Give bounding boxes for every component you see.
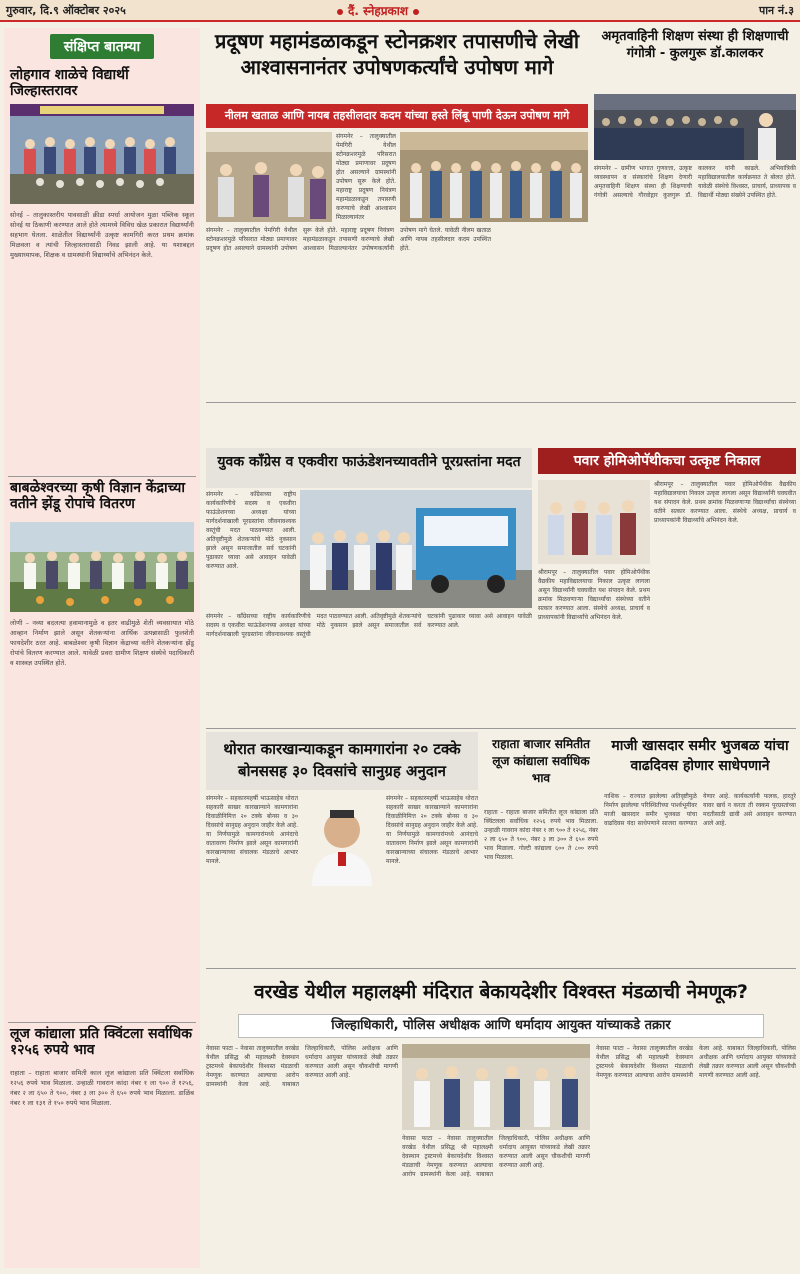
temple-photo: [402, 1044, 590, 1130]
pollution-text-body: संगमनेर – तालुक्यातील पेमगिरी येथील स्टोनक्रशरमुळे परिसरात मोठ्या प्रमाणावर प्रदूषण होत असल्याने ग्रामस्थांनी उपोषण सुरू केले होते. महाराष्ट्र प्रदूषण नियंत्रण महामंडळाकडून तपासणी करण्याचे लेखी आश्वासन मिळाल्यानंतर उपोषणकर्त्यांनी उपोषण मागे घेतले. यावेळी नीलम खताळ आणि नायब तहसीलदार कदम उपस्थित होते.: [206, 227, 491, 252]
divider: [206, 968, 796, 969]
pollution-story-header: [206, 28, 588, 102]
masthead: [0, 0, 800, 22]
story-onion-text: राहाता – राहाता बाजार समिती काल लूज कांद्याला प्रति क्विंटला सर्वाधिक १२५६ रुपये भाव मिळाला. उन्हाळी गावरान कांदा नंबर १ ला ९०० ते १२५६, नंबर २ ला ६५० ते ९००, नंबर ३ ला ३०० ते ६५० रुपये भाव मिळाला. डाळिंब नंबर १ ला १३१ ते १५० रुपये भाव मिळाला.: [10, 1069, 194, 1107]
amrut-story-header: [594, 28, 796, 98]
youth-story-header: [206, 448, 532, 488]
amrut-text: संगमनेर – ग्रामीण भागात गुणवत्ता, उत्कृष्ट व्यवस्थापन व संस्कारांचे शिक्षण देणारी अमृतवाहिनी शिक्षण संस्था ही शिक्षणाची गंगोत्री असल्याचे गौरवोद्गार कुलगुरू डॉ. कालकर यांनी काढले. अभियांत्रिकी महाविद्यालयातील कार्यक्रमात ते बोलत होते. यावेळी संस्थेचे विश्वस्त, प्राचार्य, प्राध्यापक व विद्यार्थी मोठ्या संख्येने उपस्थित होते.: [594, 165, 796, 199]
brief-news-tag: संक्षिप्त बातम्या: [50, 34, 154, 59]
varkhed-text-right: नेवासा फाटा – नेवासा तालुक्यातील वरखेड येथील प्रसिद्ध श्री महालक्ष्मी देवस्थान ट्रस्टमध्ये बेकायदेशीर विश्वस्त मंडळाची नेमणूक करण्यात आल्याचा आरोप ग्रामस्थांनी केला आहे. याबाबत जिल्हाधिकारी, पोलिस अधीक्षक आणि धर्मादाय आयुक्त यांच्याकडे लेखी तक्रार करण्यात आली असून चौकशीची मागणी करण्यात आली आहे.: [596, 1045, 796, 1079]
thorat-text-col1: संगमनेर – सहकारमहर्षी भाऊसाहेब थोरात सहकारी साखर कारखान्याने कामगारांना दिवाळीनिमित्त २० टक्के बोनस व ३० दिवसांचे सानुग्रह अनुदान जाहीर केले आहे. या निर्णयामुळे कामगारांमध्ये आनंदाचे वातावरण निर्माण झाले असून कामगारांनी कारखान्याच्या संचालक मंडळाचे आभार मानले.: [206, 795, 298, 865]
youth-text-col1: संगमनेर – काँग्रेसच्या राष्ट्रीय कार्यकारिणीचे सदस्य व एकवीरा फाऊंडेशनच्या अध्यक्षा यांच्या मार्गदर्शनाखाली पूरग्रस्तांना जीवनावश्यक वस्तूंची मदत पाठवण्यात आली. अतिवृष्टीमुळे शेतकऱ्यांचे मोठे नुकसान झाले असून समाजातील सर्व घटकांनी पुढाकार घ्यावा असे आवाहन यावेळी करण्यात आले.: [206, 491, 296, 570]
pawar-story-header: [538, 448, 796, 474]
varkhed-story-header: [206, 972, 796, 1012]
farmers-photo: [10, 522, 194, 612]
thorat-text-col2: संगमनेर – सहकारमहर्षी भाऊसाहेब थोरात सहकारी साखर कारखान्याने कामगारांना दिवाळीनिमित्त २० टक्के बोनस व ३० दिवसांचे सानुग्रह अनुदान जाहीर केले आहे. या निर्णयामुळे कामगारांमध्ये आनंदाचे वातावरण निर्माण झाले असून कामगारांनी कारखान्याच्या संचालक मंडळाचे आभार मानले.: [386, 795, 478, 865]
varkhed-subheadline-box: [238, 1014, 764, 1038]
pawar-text-col1: श्रीरामपूर – तालुक्यातील पवार होमिओपॅथीक वैद्यकीय महाविद्यालयाचा निकाल उत्कृष्ट लागला असून विद्यार्थ्यांनी घवघवीत यश संपादन केले. प्रथम क्रमांक मिळवणाऱ्या विद्यार्थ्यांचा संस्थेच्या वतीने सत्कार करण्यात आला. संस्थेचे अध्यक्ष, प्राचार्य व प्राध्यापकांनी विद्यार्थ्यांचे अभिनंदन केले.: [538, 569, 650, 621]
paper-name: [332, 2, 424, 19]
students-photo: [10, 104, 194, 204]
varkhed-text-left: नेवासा फाटा – नेवासा तालुक्यातील वरखेड येथील प्रसिद्ध श्री महालक्ष्मी देवस्थान ट्रस्टमध्ये बेकायदेशीर विश्वस्त मंडळाची नेमणूक करण्यात आल्याचा आरोप ग्रामस्थांनी केला आहे. याबाबत जिल्हाधिकारी, पोलिस अधीक्षक आणि धर्मादाय आयुक्त यांच्याकडे लेखी तक्रार करण्यात आली असून चौकशीची मागणी करण्यात आली आहे.: [206, 1045, 398, 1088]
pollution-headline: प्रदूषण महामंडळाकडून स्टोनक्रशर तपासणीचे लेखी आश्वासनानंतर उपोषणकर्त्यांचे उपोषण मागे: [214, 29, 579, 79]
divider: [206, 402, 796, 403]
paper-name-text: दैं. स्नेहप्रकाश: [348, 4, 409, 18]
pawar-text-col2: श्रीरामपूर – तालुक्यातील पवार होमिओपॅथीक वैद्यकीय महाविद्यालयाचा निकाल उत्कृष्ट लागला असून विद्यार्थ्यांनी घवघवीत यश संपादन केले. प्रथम क्रमांक मिळवणाऱ्या विद्यार्थ्यांचा संस्थेच्या वतीने सत्कार करण्यात आला. संस्थेचे अध्यक्ष, प्राचार्य व प्राध्यापकांनी विद्यार्थ्यांचे अभिनंदन केले.: [654, 481, 796, 524]
story-onion-headline: लूज कांद्याला प्रति क्विंटला सर्वाधिक १२५६ रुपये भाव: [10, 1026, 192, 1059]
left-column: [4, 28, 200, 1268]
pollution-text-col1: संगमनेर – तालुक्यातील पेमगिरी येथील स्टोनक्रशरमुळे परिसरात मोठ्या प्रमाणावर प्रदूषण होत असल्याने ग्रामस्थांनी उपोषण सुरू केले होते. महाराष्ट्र प्रदूषण नियंत्रण महामंडळाकडून तपासणी करण्याचे लेखी आश्वासन मिळाल्यानंतर: [336, 133, 396, 221]
dot-icon: [337, 9, 343, 15]
page-number: पान नं.३: [758, 4, 794, 17]
youth-headline: युवक काँग्रेस व एकवीरा फाऊंडेशनच्यावतीने पूरग्रस्तांना मदत: [217, 454, 521, 470]
relief-truck-photo: [300, 490, 532, 608]
pawar-photo: [538, 480, 650, 564]
thorat-portrait: [302, 800, 382, 886]
story-lohgaon-text: सोनई – तालुकास्तरीय पावसाळी क्रीडा स्पर्धा आयोजन मुळा पब्लिक स्कूल सोनई या ठिकाणी करण्यात आले होते त्यामध्ये विविध खेळ प्रकारात विद्यार्थ्यांनी सहभाग घेतला. शाळेतील विद्यार्थ्यांनी उत्कृष्ट कामगिरी करत प्रथम क्रमांक मिळवला व त्यांची जिल्हास्तरासाठी निवड झाली आहे. या यशाबद्दल मुख्याध्यापक, शिक्षक व ग्रामस्थांनी विद्यार्थ्यांचे अभिनंदन केले.: [10, 211, 194, 259]
varkhed-headline: वरखेड येथील महालक्ष्मी मंदिरात बेकायदेशीर विश्वस्त मंडळाची नेमणूक?: [254, 981, 748, 1003]
dot-icon: [413, 9, 419, 15]
pawar-headline: पवार होमिओपॅथीकचा उत्कृष्ट निकाल: [573, 453, 761, 469]
varkhed-text-mid: नेवासा फाटा – नेवासा तालुक्यातील वरखेड येथील प्रसिद्ध श्री महालक्ष्मी देवस्थान ट्रस्टमध्ये बेकायदेशीर विश्वस्त मंडळाची नेमणूक करण्यात आल्याचा आरोप ग्रामस्थांनी केला आहे. याबाबत जिल्हाधिकारी, पोलिस अधीक्षक आणि धर्मादाय आयुक्त यांच्याकडे लेखी तक्रार करण्यात आली असून चौकशीची मागणी करण्यात आली आहे.: [402, 1135, 590, 1178]
bhujbal-headline: माजी खासदार समीर भुजबळ यांचा वाढदिवस होणार साधेपणाने: [611, 738, 789, 774]
varkhed-subheadline: जिल्हाधिकारी, पोलिस अधीक्षक आणि धर्मादाय आयुक्त यांच्याकडे तक्रार: [331, 1018, 671, 1033]
bhujbal-story-header: [604, 732, 796, 788]
thorat-story-header: [206, 732, 478, 790]
divider: [8, 476, 196, 477]
thorat-headline: थोरात कारखान्याकडून कामगारांना २० टक्के बोनससह ३० दिवसांचे सानुग्रह अनुदान: [223, 740, 461, 780]
story-lohgaon-headline: लोहगाव शाळेचे विद्यार्थी जिल्हास्तरावर: [10, 67, 129, 100]
divider: [206, 728, 796, 729]
youth-text-body: संगमनेर – काँग्रेसच्या राष्ट्रीय कार्यकारिणीचे सदस्य व एकवीरा फाऊंडेशनच्या अध्यक्षा यांच्या मार्गदर्शनाखाली पूरग्रस्तांना जीवनावश्यक वस्तूंची मदत पाठवण्यात आली. अतिवृष्टीमुळे शेतकऱ्यांचे मोठे नुकसान झाले असून समाजातील सर्व घटकांनी पुढाकार घ्यावा असे आवाहन यावेळी करण्यात आले.: [206, 613, 532, 638]
rahata-headline: राहाता बाजार समितीत लूज कांद्याला सर्वाधिक भाव: [492, 737, 590, 785]
amrut-photo: [594, 94, 796, 160]
pollution-subheadline: नीलम खताळ आणि नायब तहसीलदार कदम यांच्या हस्ते लिंबू पाणी देऊन उपोषण मागे: [206, 104, 588, 128]
protest-photo-1: [206, 132, 332, 222]
divider: [8, 1022, 196, 1023]
rahata-story-header: [484, 732, 598, 804]
rahata-text: राहाता – राहाता बाजार समितीत लूज कांद्याला प्रति क्विंटलला सर्वाधिक १२५६ रुपये भाव मिळाला. उन्हाळी गावरान कांदा नंबर १ ला ९०० ते १२५६, नंबर २ ला ६५० ते ९००, नंबर ३ ला ३०० ते ६५० रुपये भाव मिळाला. गोल्टी कांद्याला ६०० ते ८०० रुपये भाव मिळाला.: [484, 809, 598, 861]
protest-photo-2: [400, 132, 588, 222]
story-babhaleshwar-text: लोणी – नव्या बदलत्या हवामानामुळे व इतर वाढीमुळे शेती व्यवसायात मोठे आव्हान निर्माण झाले असून शेतकऱ्यांना आर्थिक उत्पन्नासाठी फुलशेती फायदेशीर ठरत आहे. बाबळेश्वर कृषी विज्ञान केंद्राच्या वतीने शेतकऱ्यांना झेंडू रोपांचे वितरण करण्यात आले. यावेळी प्रवरा ग्रामीण शिक्षण संस्थेचे पदाधिकारी व शास्त्रज्ञ उपस्थित होते.: [10, 619, 194, 667]
bhujbal-text: नाशिक – राज्यात झालेल्या अतिवृष्टीमुळे निर्माण झालेल्या परिस्थितीच्या पार्श्वभूमीवर माजी खासदार समीर भुजबळ यांचा वाढदिवस यंदा साधेपणाने साजरा करण्यात येणार आहे. कार्यकर्त्यांनी फलक, हारतुरे यावर खर्च न करता ती रक्कम पूरग्रस्तांच्या मदतीसाठी द्यावी असे आवाहन करण्यात आले आहे.: [604, 793, 796, 827]
story-babhaleshwar-headline: बाबळेश्वरच्या कृषी विज्ञान केंद्राच्या वतीने झेंडू रोपांचे वितरण: [10, 480, 185, 513]
issue-date: गुरुवार, दि.९ ऑक्टोबर २०२५: [6, 4, 126, 17]
amrut-headline: अमृतवाहिनी शिक्षण संस्था ही शिक्षणाची गंगोत्री - कुलगुरू डॉ.कालकर: [601, 29, 789, 61]
